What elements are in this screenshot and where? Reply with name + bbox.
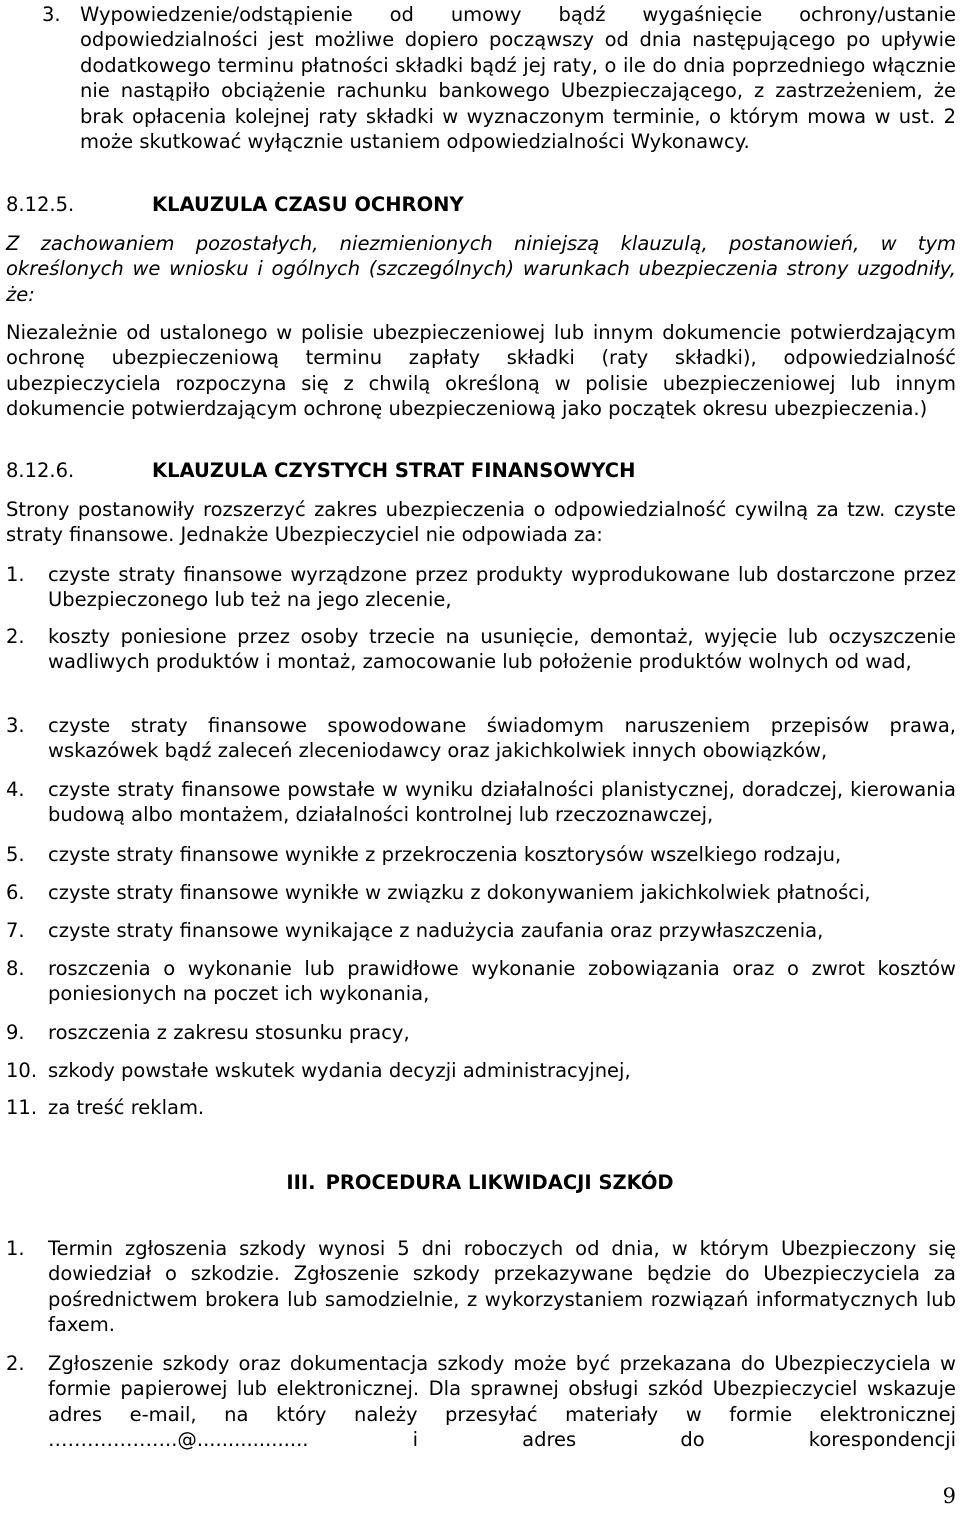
list-item xyxy=(6,713,956,764)
list-item xyxy=(6,562,956,613)
list-item-number: 1. xyxy=(6,563,25,586)
chapter-title: PROCEDURA LIKWIDACJI SZKÓD xyxy=(325,1171,674,1194)
list-item-number: 8. xyxy=(6,957,25,980)
list-item-text: czyste straty finansowe wyrządzone przez produkty wyprodukowane lub dostarczone przez Ubezpieczonego lub też na jego zlecenie, xyxy=(48,563,956,612)
list-item-text: czyste straty finansowe spowodowane świadomym naruszeniem przepisów prawa, wskazówek bądź zaleceń zleceniodawcy oraz jakichkolwiek innych obowiązków, xyxy=(48,714,956,763)
list-item-number: 2. xyxy=(6,625,25,648)
list-item-text: czyste straty finansowe wynikłe z przekroczenia kosztorysów wszelkiego rodzaju, xyxy=(48,843,842,866)
chapter-numeral: III. xyxy=(286,1171,316,1194)
list-item-text: roszczenia z zakresu stosunku pracy, xyxy=(48,1021,410,1044)
list-item xyxy=(6,777,956,828)
list-item-number: 7. xyxy=(6,919,25,942)
section-intro: Z zachowaniem pozostałych, niezmienionych niniejszą klauzulą, postanowień, w tym określonych we wniosku i ogólnych (szczególnych) warunkach ubezpieczenia strony uzgodniły, że: xyxy=(6,232,956,306)
intro-list-item xyxy=(6,2,956,154)
section-heading-8-12-5 xyxy=(6,192,464,217)
list-item-text: za treść reklam. xyxy=(48,1096,205,1119)
list-item-number: 1. xyxy=(6,1237,25,1260)
list-item xyxy=(6,956,956,1007)
chapter-heading xyxy=(0,1170,960,1195)
list-item xyxy=(6,1236,956,1338)
list-item-number: 4. xyxy=(6,778,25,801)
section-number: 8.12.6. xyxy=(6,459,75,482)
list-item xyxy=(6,1058,956,1083)
section-number: 8.12.5. xyxy=(6,193,75,216)
list-item xyxy=(6,842,956,867)
list-item-text: Zgłoszenie szkody oraz dokumentacja szkody może być przekazana do Ubezpieczyciela w formie papierowej lub elektronicznej. Dla sprawnej obsługi szkód Ubezpieczyciel wskazuje adres e-mail, na który należy przesyłać materiały w formie elektronicznej ………………..@.................. i adres do korespondencji xyxy=(48,1352,956,1452)
list-item-number: 11. xyxy=(6,1096,38,1119)
list-item-number: 6. xyxy=(6,881,25,904)
page-number: 9 xyxy=(942,1484,956,1508)
list-item-number: 5. xyxy=(6,843,25,866)
list-item xyxy=(6,1020,956,1045)
list-item-text: czyste straty finansowe wynikłe w związku z dokonywaniem jakichkolwiek płatności, xyxy=(48,881,871,904)
list-item-number: 3. xyxy=(6,714,25,737)
section-intro: Strony postanowiły rozszerzyć zakres ubezpieczenia o odpowiedzialność cywilną za tzw. czyste straty finansowe. Jednakże Ubezpieczyciel nie odpowiada za: xyxy=(6,498,956,547)
list-item-number: 3. xyxy=(42,3,61,26)
list-item-text: Wypowiedzenie/odstąpienie od umowy bądź wygaśnięcie ochrony/ustanie odpowiedzialności jest możliwe dopiero począwszy od dnia następującego po upływie dodatkowego terminu płatności składki bądź jej raty, o ile do dnia poprzedniego włącznie nie nastąpiło obciążenie rachunku bankowego Ubezpieczającego, z zastrzeżeniem, że brak opłacenia kolejnej raty składki w wyznaczonym terminie, o którym mowa w ust. 2 może skutkować wyłącznie ustaniem odpowiedzialności Wykonawcy. xyxy=(80,3,956,154)
list-item-text: koszty poniesione przez osoby trzecie na usunięcie, demontaż, wyjęcie lub oczyszczenie wadliwych produktów i montaż, zamocowanie lub położenie produktów wolnych od wad, xyxy=(48,625,956,674)
list-item xyxy=(6,1095,956,1120)
section-title: KLAUZULA CZASU OCHRONY xyxy=(152,193,464,216)
list-item-text: Termin zgłoszenia szkody wynosi 5 dni roboczych od dnia, w którym Ubezpieczony się dowiedział o szkodzie. Zgłoszenie szkody przekazywane będzie do Ubezpieczyciela za pośrednictwem brokera lub samodzielnie, z wykorzystaniem rozwiązań informatycznych lub faxem. xyxy=(48,1237,956,1337)
section-title: KLAUZULA CZYSTYCH STRAT FINANSOWYCH xyxy=(152,459,636,482)
list-item-number: 2. xyxy=(6,1352,25,1375)
list-item xyxy=(6,880,956,905)
list-item-text: roszczenia o wykonanie lub prawidłowe wykonanie zobowiązania oraz o zwrot kosztów poniesionych na poczet ich wykonania, xyxy=(48,957,956,1006)
list-item-number: 9. xyxy=(6,1021,25,1044)
list-item-text: czyste straty finansowe powstałe w wyniku działalności planistycznej, doradczej, kierowania budową albo montażem, działalności kontrolnej lub rzeczoznawczej, xyxy=(48,778,956,827)
list-item xyxy=(6,918,956,943)
list-item xyxy=(6,1351,956,1453)
list-item-text: czyste straty finansowe wynikające z nadużycia zaufania oraz przywłaszczenia, xyxy=(48,919,824,942)
list-item-number: 10. xyxy=(6,1059,38,1082)
list-item-text: szkody powstałe wskutek wydania decyzji administracyjnej, xyxy=(48,1059,631,1082)
section-body: Niezależnie od ustalonego w polisie ubezpieczeniowej lub innym dokumencie potwierdzającym ochronę ubezpieczeniową terminu zapłaty składki (raty składki), odpowiedzialność ubezpieczyciela rozpoczyna się z chwilą określoną w polisie ubezpieczeniowej lub innym dokumencie potwierdzającym ochronę ubezpieczeniową jako początek okresu ubezpieczenia.) xyxy=(6,321,956,421)
section-heading-8-12-6 xyxy=(6,458,636,483)
list-item xyxy=(6,624,956,675)
